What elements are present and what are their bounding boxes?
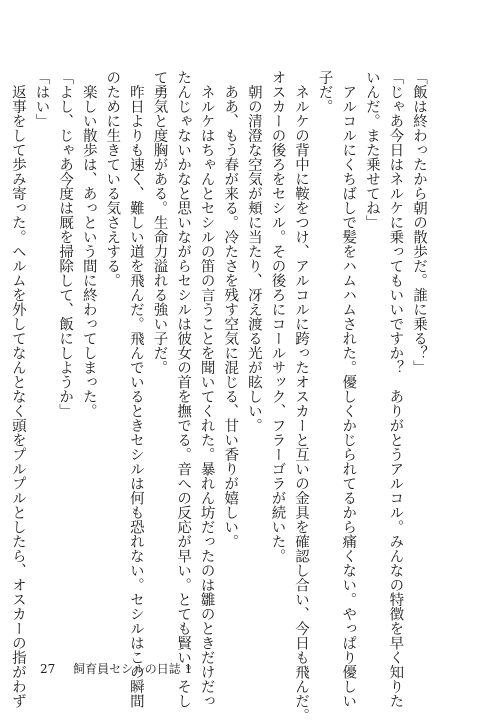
text-line: 昨日よりも速く、難しい道を飛んだ。飛んでいるときセシルは何も恐れない。セシルはこの瞬間	[127, 70, 144, 708]
book-title: 飼育員セシルの日誌 1	[73, 662, 193, 676]
text-line: いんだ。また乗せてね」	[363, 70, 380, 230]
text-line: たんじゃないかなと思いながらセシルは彼女の首を撫でる。音への反応が早い。とても賢い。そし	[175, 70, 192, 708]
text-line: ああ、もう春が来る。冷たさを残す空気に混じる、甘い香りが嬉しい。	[222, 70, 239, 549]
page-footer	[40, 660, 192, 677]
text-line: ネルケの背中に鞍をつけ、アルコルに跨ったオスカーと互いの金具を確認し合い、今日も飛んだ。	[293, 70, 310, 723]
text-line: 返事をして歩み寄った。ヘルムを外してなんとなく頭をプルプルとしたら、オスカーの指がわず	[9, 70, 26, 708]
text-line: アルコルにくちばしで髪をハムハムされた。優しくかじられてるから痛くない。やっぱり優しい	[340, 70, 357, 708]
text-line: 「よし、じゃあ今度は厩を掃除して、飯にしようか」	[57, 70, 74, 418]
text-line: 子だ。	[316, 70, 333, 114]
text-line: て勇気と度胸がある。生命力溢れる強い子だ。	[151, 70, 168, 375]
text-line: ネルケはちゃんとセシルの笛の言うことを聞いてくれた。暴れん坊だったのは雛のときだけだっ	[198, 70, 215, 708]
text-line: 朝の清澄な空気が頬に当たり、冴え渡る光が眩しい。	[245, 70, 262, 433]
text-line: のために生きている気さえする。	[104, 70, 121, 288]
text-line: 楽しい散歩は、あっという間に終わってしまった。	[80, 70, 97, 418]
text-line: 「じゃあ今日はネルケに乗ってもいいですか？ ありがとうアルコル。みんなの特徴を早く知りた	[387, 70, 404, 708]
text-line: オスカーの後ろをセシル。その後ろにコールサック、フラーゴラが続いた。	[269, 70, 286, 563]
text-line: 「はい」	[33, 70, 50, 128]
text-line: 「飯は終わったから朝の散歩だ。誰に乗る？」	[411, 70, 427, 375]
page-number: 27	[40, 662, 56, 676]
